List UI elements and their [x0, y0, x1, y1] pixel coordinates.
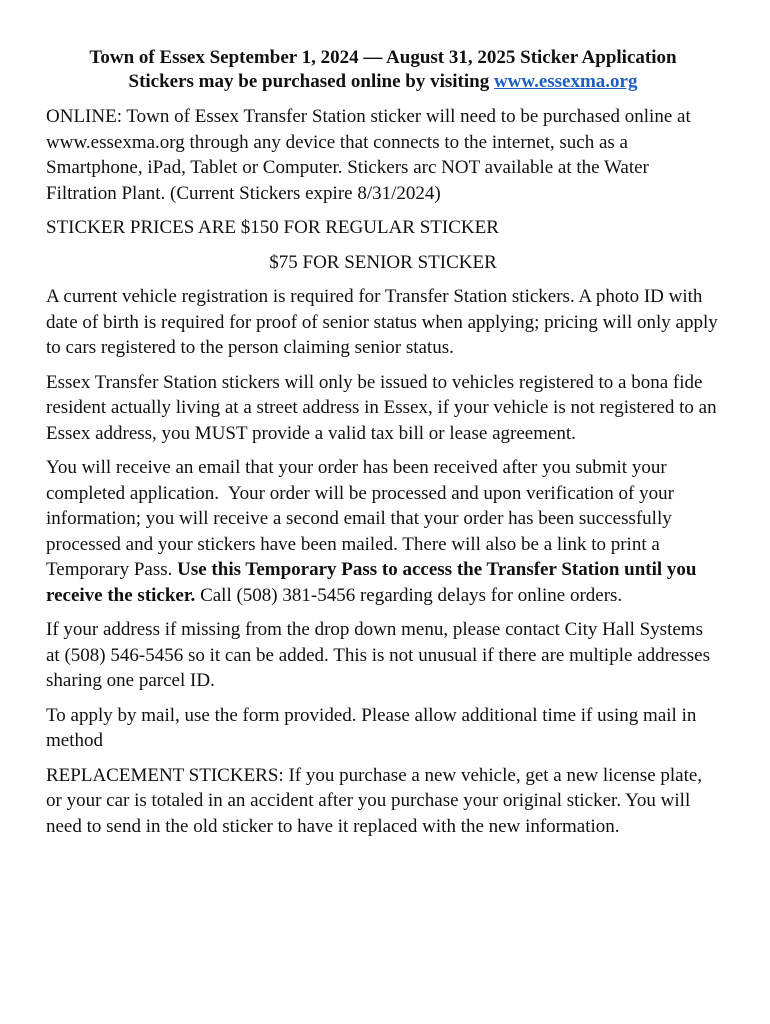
price-regular-line: STICKER PRICES ARE $150 FOR REGULAR STICKER [46, 217, 499, 238]
subtitle-text: Stickers may be purchased online by visiting [128, 71, 494, 92]
page-title: Town of Essex September 1, 2024 — August 31, 2025 Sticker Application [89, 47, 677, 68]
website-link[interactable]: www.essexma.org [493, 71, 638, 92]
price-senior-line: $75 FOR SENIOR STICKER [269, 251, 497, 273]
temporary-pass-note: Use this Temporary Pass to access the Transfer Station until you receive the sticker. [46, 559, 697, 606]
registration-paragraph: A current vehicle registration is required for Transfer Station stickers. A photo ID with date of birth is required for proof of senior status when applying; pricing will only apply to cars registered to the person claiming senior status. [46, 286, 718, 358]
mail-paragraph: To apply by mail, use the form provided. Please allow additional time if using mail in method [46, 704, 697, 751]
email-paragraph [46, 455, 720, 608]
replacement-paragraph: REPLACEMENT STICKERS: If you purchase a new vehicle, get a new license plate, or your car is totaled in an accident after you purchase your original sticker. You will need to send in the old sticker to have it replaced with the new information. [46, 764, 703, 837]
online-paragraph: ONLINE: Town of Essex Transfer Station sticker will need to be purchased online at www.essexma.org through any device that connects to the internet, such as a Smartphone, iPad, Tablet or Computer. Stickers arc NOT available at the Water Filtration Plant. (Current Stickers expire 8/31/2024) [46, 106, 691, 204]
residency-paragraph: Essex Transfer Station stickers will only be issued to vehicles registered to a bona fide resident actually living at a street address in Essex, if your vehicle is not registered to an Essex address, you MUST provide a valid tax bill or lease agreement. [46, 371, 717, 444]
address-paragraph: If your address if missing from the drop down menu, please contact City Hall Systems at (508) 546-5456 so it can be added. This is not unusual if there are multiple addresses sharing one parcel ID. [46, 619, 710, 691]
email-text-1: You will receive an email that your order has been received after you submit your completed application. Your order will be processed and upon verification of your information; you will receive a second email that your order has been successfully processed and your stickers have been mailed. There will also be a link to print a Temporary Pass. [46, 457, 674, 580]
document-header [46, 46, 720, 94]
page-subtitle [46, 70, 720, 94]
email-text-2: Call (508) 381-5456 regarding delays for online orders. [195, 584, 623, 606]
